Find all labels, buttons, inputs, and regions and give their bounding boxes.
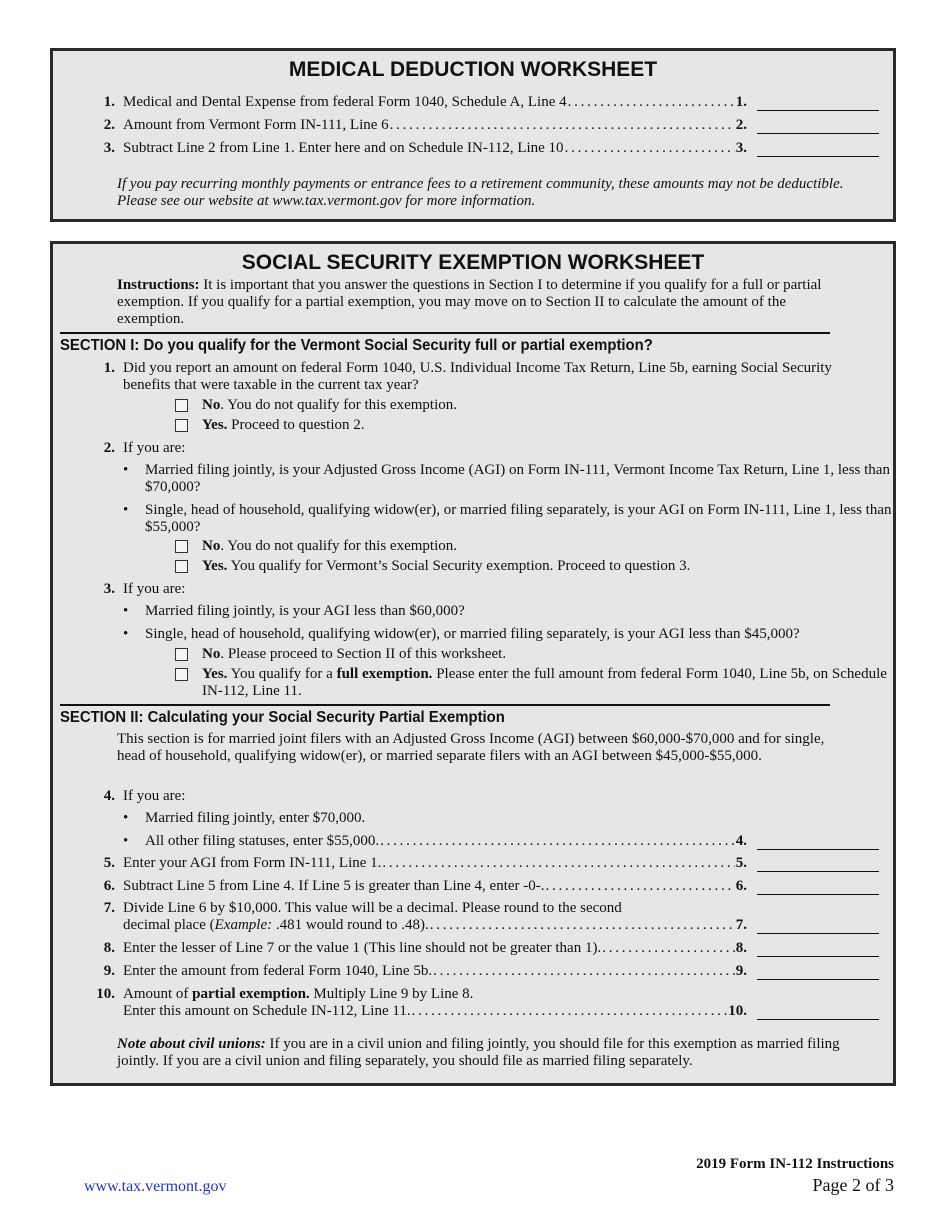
bullet-icon: • <box>123 626 129 642</box>
civil-union-note-label: Note about civil unions: <box>117 1036 266 1052</box>
line-5-text: Enter your AGI from Form IN-111, Line 1. <box>123 855 382 871</box>
q1-text: Did you report an amount on federal Form 1040, U.S. Individual Income Tax Return, Line 5b, earning Social Security benefits that were taxable in the current tax year? <box>123 360 832 393</box>
civil-union-note <box>117 1036 847 1070</box>
line-10-text-1b: Multiply Line 9 by Line 8. <box>309 986 474 1002</box>
line-10-bold: partial exemption. <box>192 986 310 1002</box>
q2-bullet-1: Married filing jointly, is your Adjusted Gross Income (AGI) on Form IN-111, Vermont Income Tax Return, Line 1, less than $70,000? <box>145 462 890 495</box>
line-7-example: Example: <box>214 917 273 933</box>
line-9-input[interactable] <box>757 966 879 980</box>
line-8-ref: 8. <box>735 940 747 956</box>
line-10-input[interactable] <box>757 1006 879 1020</box>
line-7-text-2 <box>123 917 429 934</box>
line-5-input[interactable] <box>757 858 879 872</box>
line-9-ref: 9. <box>735 963 747 979</box>
ss-instructions <box>117 277 847 328</box>
q2-yes-label: Yes. <box>202 558 228 574</box>
q3-yes-option <box>202 666 894 700</box>
ss-instructions-text: It is important that you answer the questions in Section I to determine if you qualify for a full or partial exemption. If you qualify for a partial exemption, you may move on to Section II to calculate the amount of the exemption. <box>117 277 822 327</box>
line-8-text: Enter the lesser of Line 7 or the value 1 (This line should not be greater than 1). <box>123 940 602 956</box>
medical-line-1-ref: 1. <box>735 94 747 110</box>
q3-no-option <box>202 646 506 663</box>
line-5-ref: 5. <box>735 855 747 871</box>
medical-line-1-input[interactable] <box>757 97 879 111</box>
medical-line-2-ref: 2. <box>735 117 747 133</box>
line-7-ref: 7. <box>735 917 747 933</box>
line-9-number: 9. <box>103 963 115 979</box>
line-7-text-2a: decimal place ( <box>123 917 215 933</box>
line-6-row <box>123 878 879 895</box>
line-7-row <box>123 917 879 934</box>
line-4-bullet-2: All other filing statuses, enter $55,000. <box>145 833 380 849</box>
line-5-row <box>123 855 879 872</box>
q3-text: If you are: <box>123 581 186 597</box>
q1-no-checkbox[interactable] <box>175 399 188 412</box>
line-8-row <box>123 940 879 957</box>
q2-no-checkbox[interactable] <box>175 540 188 553</box>
q2-no-option <box>202 538 457 555</box>
line-8-number: 8. <box>103 940 115 956</box>
q3-no-label: No <box>202 646 221 662</box>
q3-yes-bold: full exemption. <box>336 666 433 682</box>
ss-worksheet-title: SOCIAL SECURITY EXEMPTION WORKSHEET <box>241 251 705 274</box>
q1-yes-text: Proceed to question 2. <box>227 417 365 433</box>
medical-line-2-input[interactable] <box>757 120 879 134</box>
q2-yes-text: You qualify for Vermont’s Social Security exemption. Proceed to question 3. <box>227 558 691 574</box>
q3-yes-text-a: You qualify for a <box>227 666 337 682</box>
social-security-exemption-worksheet <box>50 241 896 1086</box>
line-4-ref: 4. <box>735 833 747 849</box>
line-8-input[interactable] <box>757 943 879 957</box>
q3-yes-checkbox[interactable] <box>175 668 188 681</box>
section-1-title: SECTION I: Do you qualify for the Vermont Social Security full or partial exemption? <box>60 332 830 355</box>
q3-yes-text-b: Please enter the full amount from federal Form 1040, Line 5b, on Schedule IN-112, Line 11. <box>202 666 887 699</box>
line-10-text-2: Enter this amount on Schedule IN-112, Line 11. <box>123 1003 411 1019</box>
q2-no-text: . You do not qualify for this exemption. <box>220 538 458 554</box>
line-10-row <box>123 1003 879 1020</box>
q1-number: 1. <box>103 360 115 376</box>
civil-union-note-text: If you are in a civil union and filing jointly, you should file for this exemption as married filing jointly. If you are a civil union and filing separately, you should file as married filing separately. <box>117 1036 840 1069</box>
line-4-bullet-1: Married filing jointly, enter $70,000. <box>145 810 366 826</box>
line-6-input[interactable] <box>757 881 879 895</box>
q1-yes-option <box>202 417 364 434</box>
bullet-icon: • <box>123 833 129 849</box>
medical-line-3-input[interactable] <box>757 143 879 157</box>
bullet-icon: • <box>123 462 129 478</box>
medical-line-2-text: Amount from Vermont Form IN-111, Line 6 <box>123 117 389 133</box>
line-7-input[interactable] <box>757 920 879 934</box>
medical-line-1 <box>123 94 879 111</box>
bullet-icon: • <box>123 810 129 826</box>
line-7-number: 7. <box>103 900 115 916</box>
line-10-number: 10. <box>96 986 115 1002</box>
q3-no-checkbox[interactable] <box>175 648 188 661</box>
line-10-ref: 10. <box>728 1003 747 1019</box>
q1-no-option <box>202 397 457 414</box>
medical-deduction-worksheet <box>50 48 896 222</box>
medical-line-3-text: Subtract Line 2 from Line 1. Enter here and on Schedule IN-112, Line 10 <box>123 140 564 156</box>
q2-number: 2. <box>103 440 115 456</box>
medical-line-3-ref: 3. <box>735 140 747 156</box>
medical-line-3-number: 3. <box>103 140 115 156</box>
q2-bullet-2: Single, head of household, qualifying widow(er), or married filing separately, is your AGI on Form IN-111, Line 1, less than $55,000? <box>145 502 892 535</box>
line-6-text: Subtract Line 5 from Line 4. If Line 5 is greater than Line 4, enter -0-. <box>123 878 545 894</box>
q2-text: If you are: <box>123 440 186 456</box>
medical-worksheet-title: MEDICAL DEDUCTION WORKSHEET <box>288 58 658 81</box>
section-2-title: SECTION II: Calculating your Social Security Partial Exemption <box>60 704 830 727</box>
footer-page-number: Page 2 of 3 <box>812 1175 894 1195</box>
line-4-input[interactable] <box>757 836 879 850</box>
medical-line-1-text: Medical and Dental Expense from federal Form 1040, Schedule A, Line 4 <box>123 94 567 110</box>
medical-line-1-number: 1. <box>103 94 115 110</box>
bullet-icon: • <box>123 603 129 619</box>
bullet-icon: • <box>123 502 129 518</box>
q3-bullet-2: Single, head of household, qualifying widow(er), or married filing separately, is your AGI less than $45,000? <box>145 626 800 642</box>
line-9-row <box>123 963 879 980</box>
line-7-text-1: Divide Line 6 by $10,000. This value will be a decimal. Please round to the second <box>123 900 622 916</box>
medical-line-3 <box>123 140 879 157</box>
q3-bullet-1: Married filing jointly, is your AGI less than $60,000? <box>145 603 465 619</box>
q1-no-label: No <box>202 397 221 413</box>
q1-no-text: . You do not qualify for this exemption. <box>220 397 458 413</box>
line-4-number: 4. <box>103 788 115 804</box>
line-5-number: 5. <box>103 855 115 871</box>
footer-website-link[interactable]: www.tax.vermont.gov <box>84 1178 227 1195</box>
q2-yes-option <box>202 558 690 575</box>
q3-number: 3. <box>103 581 115 597</box>
line-10-text-1 <box>123 986 473 1003</box>
line-4-row <box>145 833 879 850</box>
q1-yes-label: Yes. <box>202 417 228 433</box>
medical-note: If you pay recurring monthly payments or entrance fees to a retirement community, these amounts may not be deductible. Please see our website at www.tax.vermont.gov for more information. <box>117 176 844 209</box>
line-6-ref: 6. <box>735 878 747 894</box>
footer-form-title: 2019 Form IN-112 Instructions <box>696 1156 894 1172</box>
medical-line-2-number: 2. <box>103 117 115 133</box>
q3-yes-label: Yes. <box>202 666 228 682</box>
line-6-number: 6. <box>103 878 115 894</box>
line-10-text-1a: Amount of <box>123 986 193 1002</box>
q2-no-label: No <box>202 538 221 554</box>
section-2-intro: This section is for married joint filers with an Adjusted Gross Income (AGI) between $60,000-$70,000 and for single, head of household, qualifying widow(er), or married separate filers with an AGI between $45,000-$55,000. <box>117 731 825 764</box>
ss-instructions-label: Instructions: <box>117 277 200 293</box>
q1-yes-checkbox[interactable] <box>175 419 188 432</box>
q2-yes-checkbox[interactable] <box>175 560 188 573</box>
line-7-text-2b: .481 would round to .48). <box>272 917 429 933</box>
q3-no-text: . Please proceed to Section II of this worksheet. <box>220 646 507 662</box>
medical-line-2 <box>123 117 879 134</box>
line-4-text: If you are: <box>123 788 186 804</box>
line-9-text: Enter the amount from federal Form 1040, Line 5b. <box>123 963 433 979</box>
